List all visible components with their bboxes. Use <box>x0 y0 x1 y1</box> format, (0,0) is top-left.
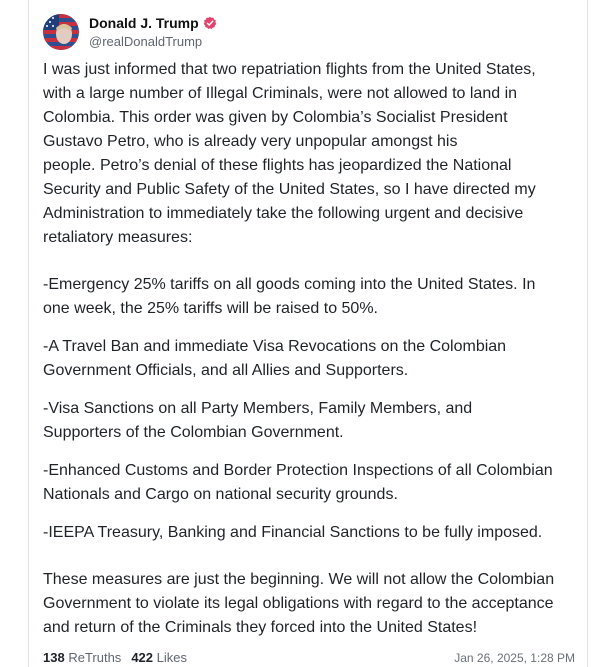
likes-count: 422 <box>131 650 154 665</box>
measure-item: -Emergency 25% tariffs on all goods coming into the United States. In one week, the 25% tariffs will be raised to 50%. <box>43 276 536 317</box>
retruths-count: 138 <box>43 650 65 665</box>
user-handle[interactable]: @realDonaldTrump <box>89 34 203 49</box>
flag-avatar-icon <box>43 14 79 50</box>
measure-item: -IEEPA Treasury, Banking and Financial Sanctions to be fully imposed. <box>43 524 543 541</box>
avatar[interactable] <box>43 14 79 50</box>
display-name-row <box>89 16 217 30</box>
display-name[interactable]: Donald J. Trump <box>89 15 199 31</box>
post-card <box>28 0 588 667</box>
likes-stat[interactable] <box>131 650 187 665</box>
retruths-label: ReTruths <box>68 650 122 665</box>
profile-names <box>89 16 217 48</box>
post-paragraph-intro: I was just informed that two repatriation flights from the United States, with a large number of Illegal Criminals, were not allowed to land in Colombia. This order was given by Colombia’s Socialist President Gustavo Petro, who is already very unpopular amongst his people. Petro’s denial of these flights has jeopardized the National Security and Public Safety of the United States, so I have directed my Administration to immediately take the following urgent and decisive retaliatory measures: <box>43 61 536 246</box>
post-header <box>43 14 217 50</box>
measure-item: -A Travel Ban and immediate Visa Revocations on the Colombian Government Officials, and all Allies and Supporters. <box>43 338 507 379</box>
post-footer <box>43 650 575 665</box>
measure-item: -Visa Sanctions on all Party Members, Family Members, and Supporters of the Colombian Government. <box>43 400 473 441</box>
retruths-stat[interactable] <box>43 650 121 665</box>
likes-label: Likes <box>156 650 187 665</box>
post-body <box>43 58 573 640</box>
post-timestamp[interactable]: Jan 26, 2025, 1:28 PM <box>454 650 575 665</box>
verified-badge-icon <box>203 16 217 30</box>
measure-item: -Enhanced Customs and Border Protection Inspections of all Colombian Nationals and Cargo on national security grounds. <box>43 462 553 503</box>
post-paragraph-closing: These measures are just the beginning. We will not allow the Colombian Government to violate its legal obligations with regard to the acceptance and return of the Criminals they forced into the United States! <box>43 571 555 636</box>
